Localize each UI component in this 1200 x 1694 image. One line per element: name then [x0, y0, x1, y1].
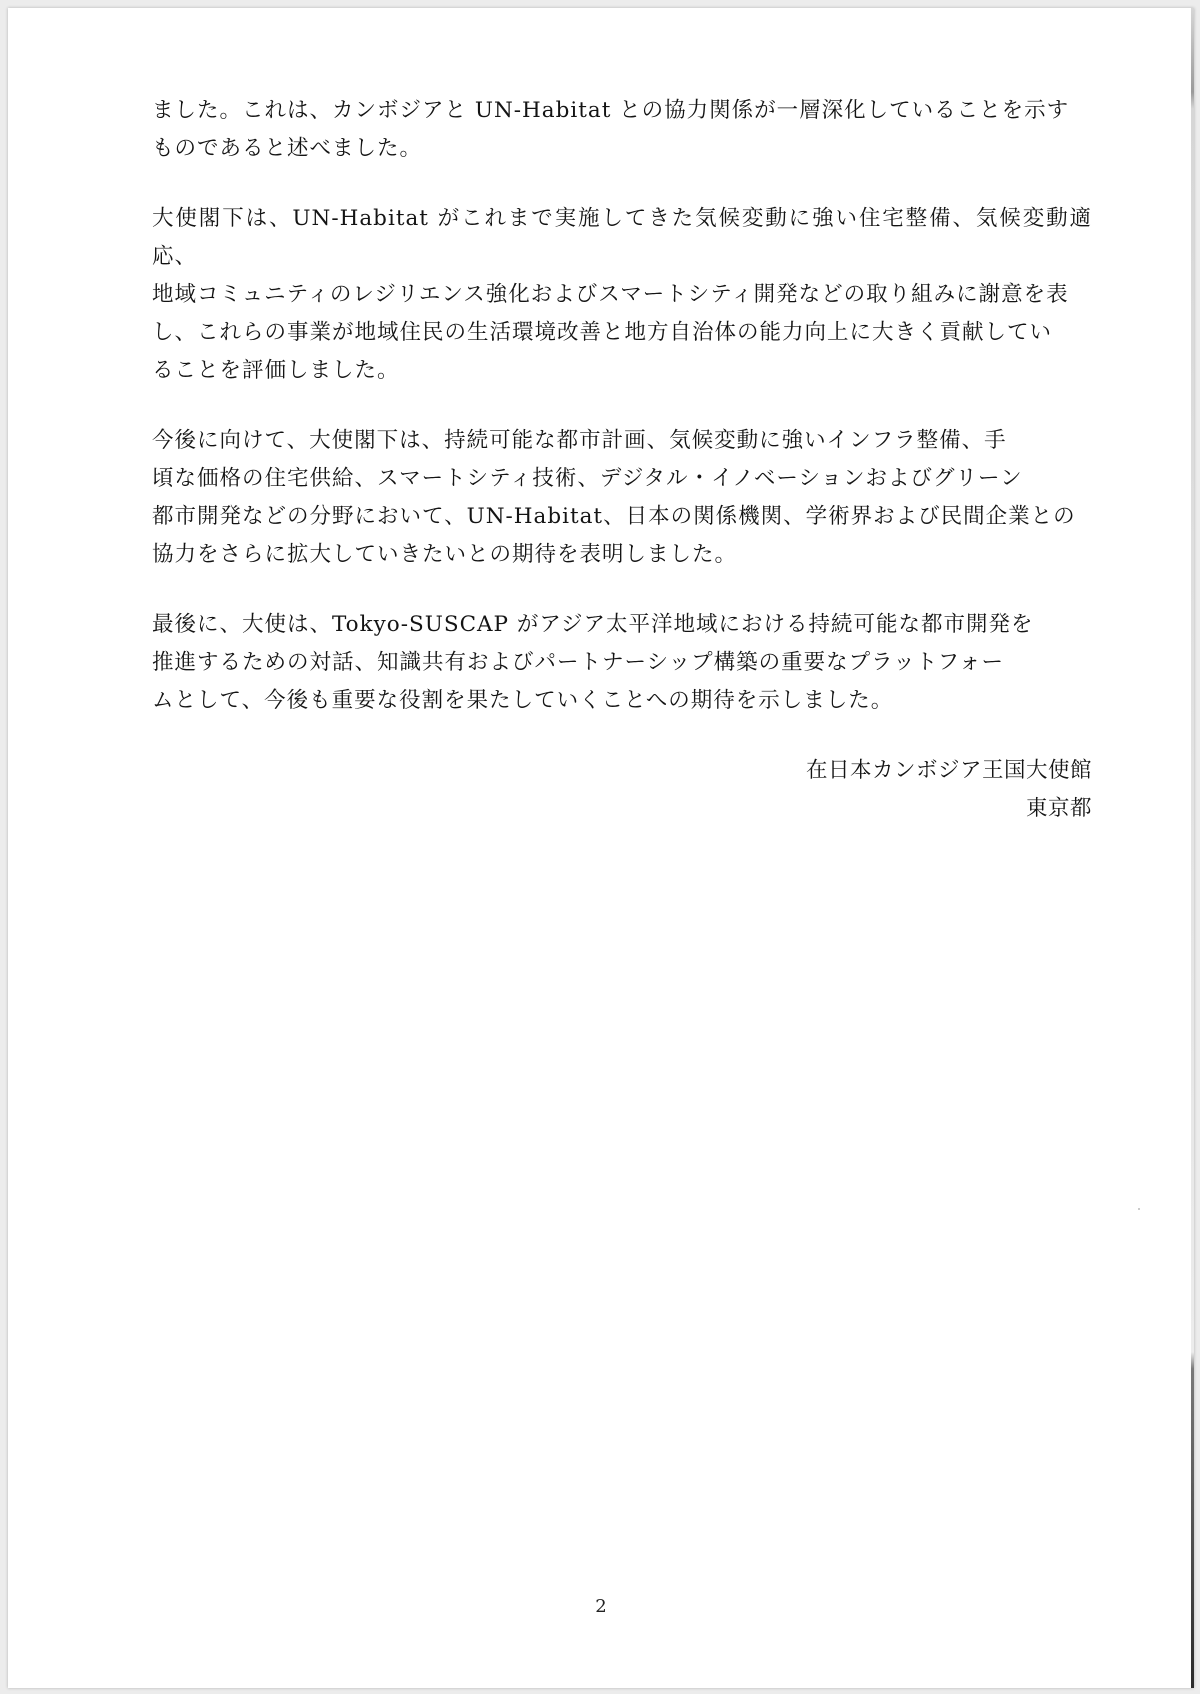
paragraph-3: 今後に向けて、大使閣下は、持続可能な都市計画、気候変動に強いインフラ整備、手 頃な価格の住宅供給、スマートシティ技術、デジタル・イノベーションおよびグリーン 都市開発などの分野において、UN-Habitat、日本の関係機関、学術界および民間企業との 協力をさらに拡大していきたいとの期待を表明しました。 [152, 428, 1076, 567]
signature-block [152, 752, 1092, 828]
scan-speck [1138, 1208, 1140, 1210]
paragraph-4: 最後に、大使は、Tokyo-SUSCAP がアジア太平洋地域における持続可能な都市開発を 推進するための対話、知識共有およびパートナーシップ構築の重要なプラットフォー ムとして、今後も重要な役割を果たしていくことへの期待を示しました。 [152, 612, 1034, 713]
page-number: 2 [595, 1596, 607, 1617]
paragraph-1: ました。これは、カンボジアと UN-Habitat との協力関係が一層深化していることを示す ものであると述べました。 [152, 98, 1070, 161]
document-body [152, 92, 1092, 828]
signature-organization: 在日本カンボジア王国大使館 [805, 758, 1092, 783]
paragraph-2: 大使閣下は、UN-Habitat がこれまで実施してきた気候変動に強い住宅整備、気候変動適応、 地域コミュニティのレジリエンス強化およびスマートシティ開発などの取り組みに謝意を表 し、これらの事業が地域住民の生活環境改善と地方自治体の能力向上に大きく貢献してい ることを評価しました。 [152, 206, 1092, 383]
document-page [8, 8, 1194, 1688]
page-edge-shadow [1191, 8, 1194, 1688]
signature-location: 東京都 [1025, 796, 1092, 821]
